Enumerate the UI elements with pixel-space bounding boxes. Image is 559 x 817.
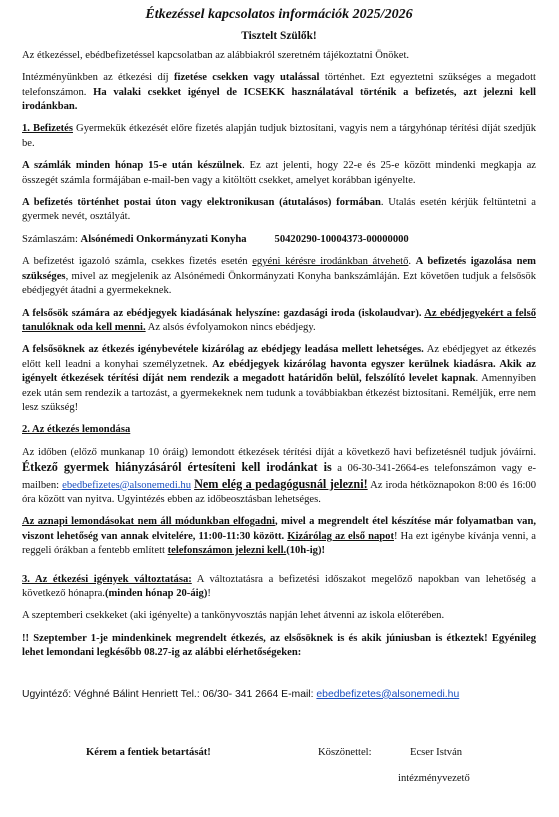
account-label: Számlaszám: xyxy=(22,233,81,245)
text: a 06-30-341-2664-es telefonszámon vagy e-mailben: xyxy=(22,463,537,491)
text: Intézményünkben az étkezési díj xyxy=(22,72,174,84)
document-title: Étkezéssel kapcsolatos információk 2025/2026 xyxy=(145,7,413,22)
section-2-heading xyxy=(22,423,536,437)
account-name: Alsónémedi Onkormányzati Konyha xyxy=(80,233,247,245)
intro-paragraph: Az étkezéssel, ebédbefizetéssel kapcsolatban az alábbiakról szeretném tájékoztatni Önöket. xyxy=(22,49,410,61)
text-bold: A befizetés igazolása nem szükséges xyxy=(22,256,536,282)
cancellation-paragraph xyxy=(22,446,536,508)
text-bold: A befizetés történhet postai úton vagy elektronikusan (átutalásos) formában xyxy=(22,197,381,209)
contact-email-link[interactable]: ebedbefizetes@alsonemedi.hu xyxy=(316,688,460,700)
september-notice-paragraph xyxy=(22,632,536,661)
text: Az időben (előző munkanap 10 óráig) lemondott étkezések térítési díját a következő havi befizetésnél tudjuk jóváírni. xyxy=(22,446,536,458)
text-bold: !! Szeptember 1-je mindenkinek megrendelt étkezés, az elsősöknek is és akik júniusban is étkeztek! Egyénileg lehet lemondani legkésőbb 08.27-ig az alábbi elérhetőségeken: xyxy=(22,632,536,659)
text: . Utalás esetén kérjük feltüntetni a gyermek nevét, osztályát. xyxy=(22,197,536,223)
text-bold-underlined: Kizárólag az első napot xyxy=(287,530,394,542)
text: , mivel az megjelenik az Alsónémedi Önkormányzati Konyha bankszámláján. Ezt követően tudjuk a felsősök ebédjegyét átadni a gyermekeknek. xyxy=(22,270,536,297)
section-3-paragraph xyxy=(22,573,536,602)
text: . Amennyiben ezek után sem rendezik a tartozást, a gyermekeknek nem tudunk a továbbiakban étkezést biztosítani. Reméljük, erre nem lesz szükség! xyxy=(22,373,536,413)
section-1-paragraph xyxy=(22,122,536,151)
contact-line xyxy=(22,688,536,702)
text-bold: , mivel a megrendelt étel készítése már folyamatban van, viszont lehetőség van annak elvitelére, 11:00-11:30 között. xyxy=(22,516,536,542)
closing-request: Kérem a fentiek betartását! xyxy=(86,747,211,758)
meal-ticket-rules-paragraph xyxy=(22,343,536,415)
contact-text: Ugyintéző: Véghné Bálint Henriett Tel.: 06/30- 341 2664 E-mail: xyxy=(22,688,317,700)
text-bold: ! Ha ezt igénybe kívánja venni, a reggeli órákban a fentebb említett xyxy=(22,530,536,557)
text: A változtatásra a befizetési időszakot megelőző napokban van lehetőség a következő hónapra. xyxy=(22,573,536,599)
thanks-label: Köszönettel: xyxy=(318,747,372,758)
same-day-cancellation-paragraph xyxy=(22,515,536,558)
text: A befizetést igazoló számla, csekkes fizetés esetén xyxy=(22,256,253,268)
text-bold: A felsősök számára az ebédjegyek kiadásának helyszíne: gazdasági iroda (iskolaudvar). xyxy=(22,307,425,319)
text: Az ebédjegyet az étkezés előtt kell leadni a konyhai személyzetnek. xyxy=(22,344,536,370)
transfer-paragraph xyxy=(22,196,536,225)
text-bold: A felsősöknek az étkezés igénybevétele kizárólag az ebédjegy leadása mellett lehetséges. xyxy=(22,344,424,356)
document-page xyxy=(22,6,537,784)
text: ! xyxy=(207,588,211,599)
section-1-heading: 1. Befizetés xyxy=(22,123,73,135)
text: . xyxy=(408,256,416,268)
text-bold: (minden hónap 20-áig) xyxy=(104,588,208,599)
text-bold-large: Étkező gyermek hiányzásáról értesíteni kell irodánkat is xyxy=(22,460,332,475)
account-number-line xyxy=(22,233,536,247)
meal-ticket-location-paragraph xyxy=(22,307,536,336)
text-bold-underlined: Az aznapi lemondásokat nem áll módunkban elfogadni xyxy=(22,516,275,528)
account-number: 50420290-10004373-00000000 xyxy=(274,233,409,245)
text-bold-underlined: telefonszámon jelezni kell. xyxy=(167,545,287,557)
september-checks-paragraph: A szeptemberi csekkeket (aki igényelte) a tankönyvosztás napján lehet átvenni az iskola előterében. xyxy=(22,610,445,622)
text-bold-large-underlined: Nem elég a pedagógusnál jelezni! xyxy=(194,476,368,491)
greeting: Tisztelt Szülők! xyxy=(241,30,317,43)
text: Gyermekük étkezését előre fizetés alapján tudjuk biztosítani, vagyis nem a tárgyhónap térítési díját szedjük be. xyxy=(22,123,536,149)
email-link[interactable]: ebedbefizetes@alsonemedi.hu xyxy=(62,479,192,491)
invoice-paragraph xyxy=(22,159,536,188)
text-bold: fizetése csekken vagy utalással xyxy=(173,72,320,84)
text: Az iroda hétköznapokon 8:00 és 16:00 óra között van nyitva. Ugyintézés ebben az időbeosztásban lehetséges. xyxy=(22,479,537,505)
text-bold: (10h-ig)! xyxy=(286,545,326,557)
section-3-heading: 3. Az étkezési igények változtatása: xyxy=(22,573,192,585)
text: történhet. Ezt egyeztetni szükséges a megadott telefonszámon. xyxy=(22,72,536,98)
signer-role: intézményvezető xyxy=(398,773,470,784)
signer-name: Ecser István xyxy=(410,747,463,758)
text-bold-underlined: Az ebédjegyekért a felső tanulóknak oda kell menni. xyxy=(22,307,536,333)
text: . Ez azt jelenti, hogy 22-e és 25-e között mindenki megkapja az összegét számla formájában e-mail-ben vagy a kitöltött csekket, amelyet korábban igényelte. xyxy=(22,160,536,186)
text: Az alsós évfolyamokon nincs ebédjegy. xyxy=(145,321,316,333)
text-bold: Ha valaki csekket igényel de ICSEKK használatával történik a befizetés, azt jelezni kell irodánkban. xyxy=(22,86,536,113)
text-bold: A számlák minden hónap 15-e után készülnek xyxy=(22,160,243,172)
text-bold: Az ebédjegyek kizárólag havonta egyszer kerülnek kiadásra. Akik az igényelt étkezések térítési díját nem rendezik a megadott határidőn belül, felszólító levelet kapnak xyxy=(22,358,536,385)
receipt-paragraph xyxy=(22,255,536,298)
section-2-title: 2. Az étkezés lemondása xyxy=(22,424,131,436)
payment-method-paragraph xyxy=(22,71,536,114)
text-underlined: egyéni kérésre irodánkban átvehető xyxy=(252,256,409,268)
